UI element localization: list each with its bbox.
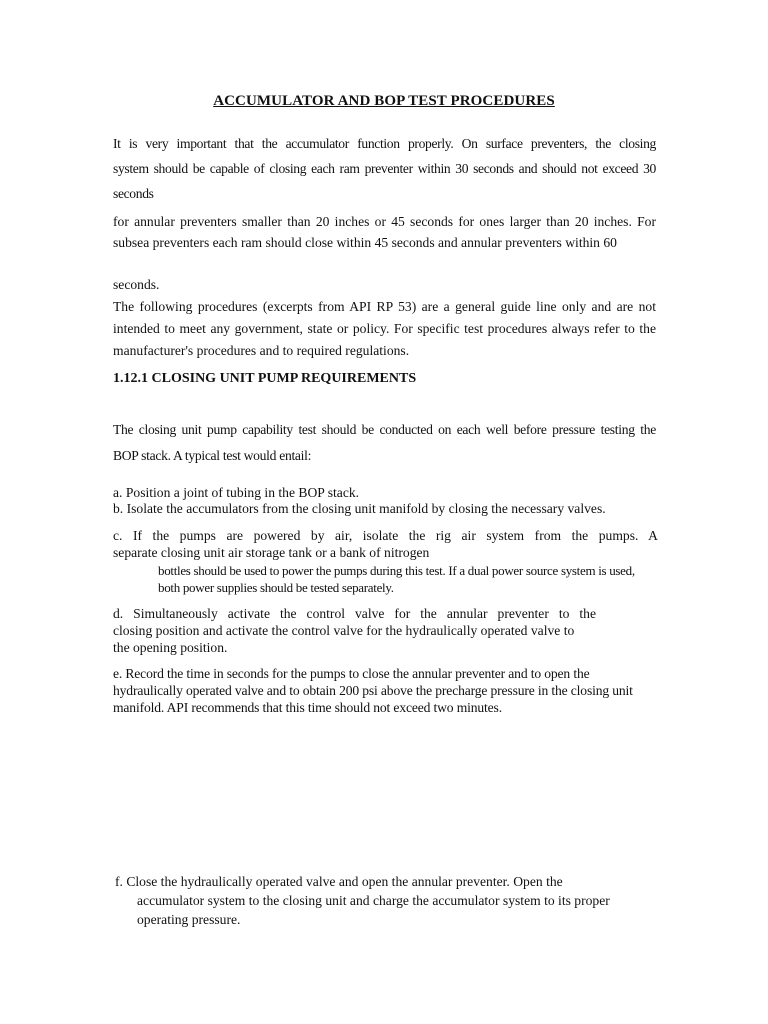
step-d-line-2: closing position and activate the control valve for the hydraulically operated valve to bbox=[113, 623, 575, 638]
section-intro bbox=[113, 417, 656, 469]
seconds-line: seconds. bbox=[113, 277, 160, 292]
annular-paragraph: for annular preventers smaller than 20 inches or 45 seconds for ones larger than 20 inches. For subsea preventers each ram should close within 45 seconds and annular preventers within 60 bbox=[113, 214, 656, 250]
step-f-continuation: accumulator system to the closing unit and charge the accumulator system to its proper operating pressure. bbox=[137, 893, 610, 927]
step-c bbox=[113, 527, 658, 561]
step-f bbox=[115, 872, 635, 929]
intro-paragraph bbox=[113, 131, 656, 206]
section-heading: 1.12.1 CLOSING UNIT PUMP REQUIREMENTS bbox=[113, 371, 417, 386]
intro-line-1: It is very important that the accumulator function properly. On surface preventers, the closing bbox=[113, 136, 656, 151]
step-d-line-1: d. Simultaneously activate the control valve for the annular preventer to the bbox=[113, 606, 596, 621]
step-c-line-2: separate closing unit air storage tank or a bank of nitrogen bbox=[113, 545, 430, 560]
intro-line-2: system should be capable of closing each ram preventer within 30 seconds and should not exceed 30 bbox=[113, 161, 656, 176]
step-b: b. Isolate the accumulators from the closing unit manifold by closing the necessary valves. bbox=[113, 501, 606, 516]
procedures-paragraph: The following procedures (excerpts from API RP 53) are a general guide line only and are not intended to meet any government, state or policy. For specific test procedures always refer to the manufacturer's procedures and to required regulations. bbox=[113, 299, 656, 358]
page-title: ACCUMULATOR AND BOP TEST PROCEDURES bbox=[213, 93, 555, 109]
step-a: a. Position a joint of tubing in the BOP stack. bbox=[113, 485, 360, 500]
section-intro-line-1: The closing unit pump capability test should be conducted on each well before pressure testing the bbox=[113, 422, 656, 437]
intro-line-3: seconds bbox=[113, 186, 154, 201]
step-d-line-3: the opening position. bbox=[113, 640, 228, 655]
step-c-subtext: bottles should be used to power the pumps during this test. If a dual power source system is used, both power supplies should be tested separately. bbox=[158, 563, 635, 595]
section-intro-line-2: BOP stack. A typical test would entail: bbox=[113, 448, 312, 463]
step-d bbox=[113, 605, 658, 656]
step-f-line-1: f. Close the hydraulically operated valve and open the annular preventer. Open the bbox=[115, 874, 563, 889]
step-c-line-1: c. If the pumps are powered by air, isolate the rig air system from the pumps. A bbox=[113, 528, 658, 543]
step-e: e. Record the time in seconds for the pumps to close the annular preventer and to open the hydraulically operated valve and to obtain 200 psi above the precharge pressure in the closing unit manifold. API recommends that this time should not exceed two minutes. bbox=[113, 666, 633, 715]
